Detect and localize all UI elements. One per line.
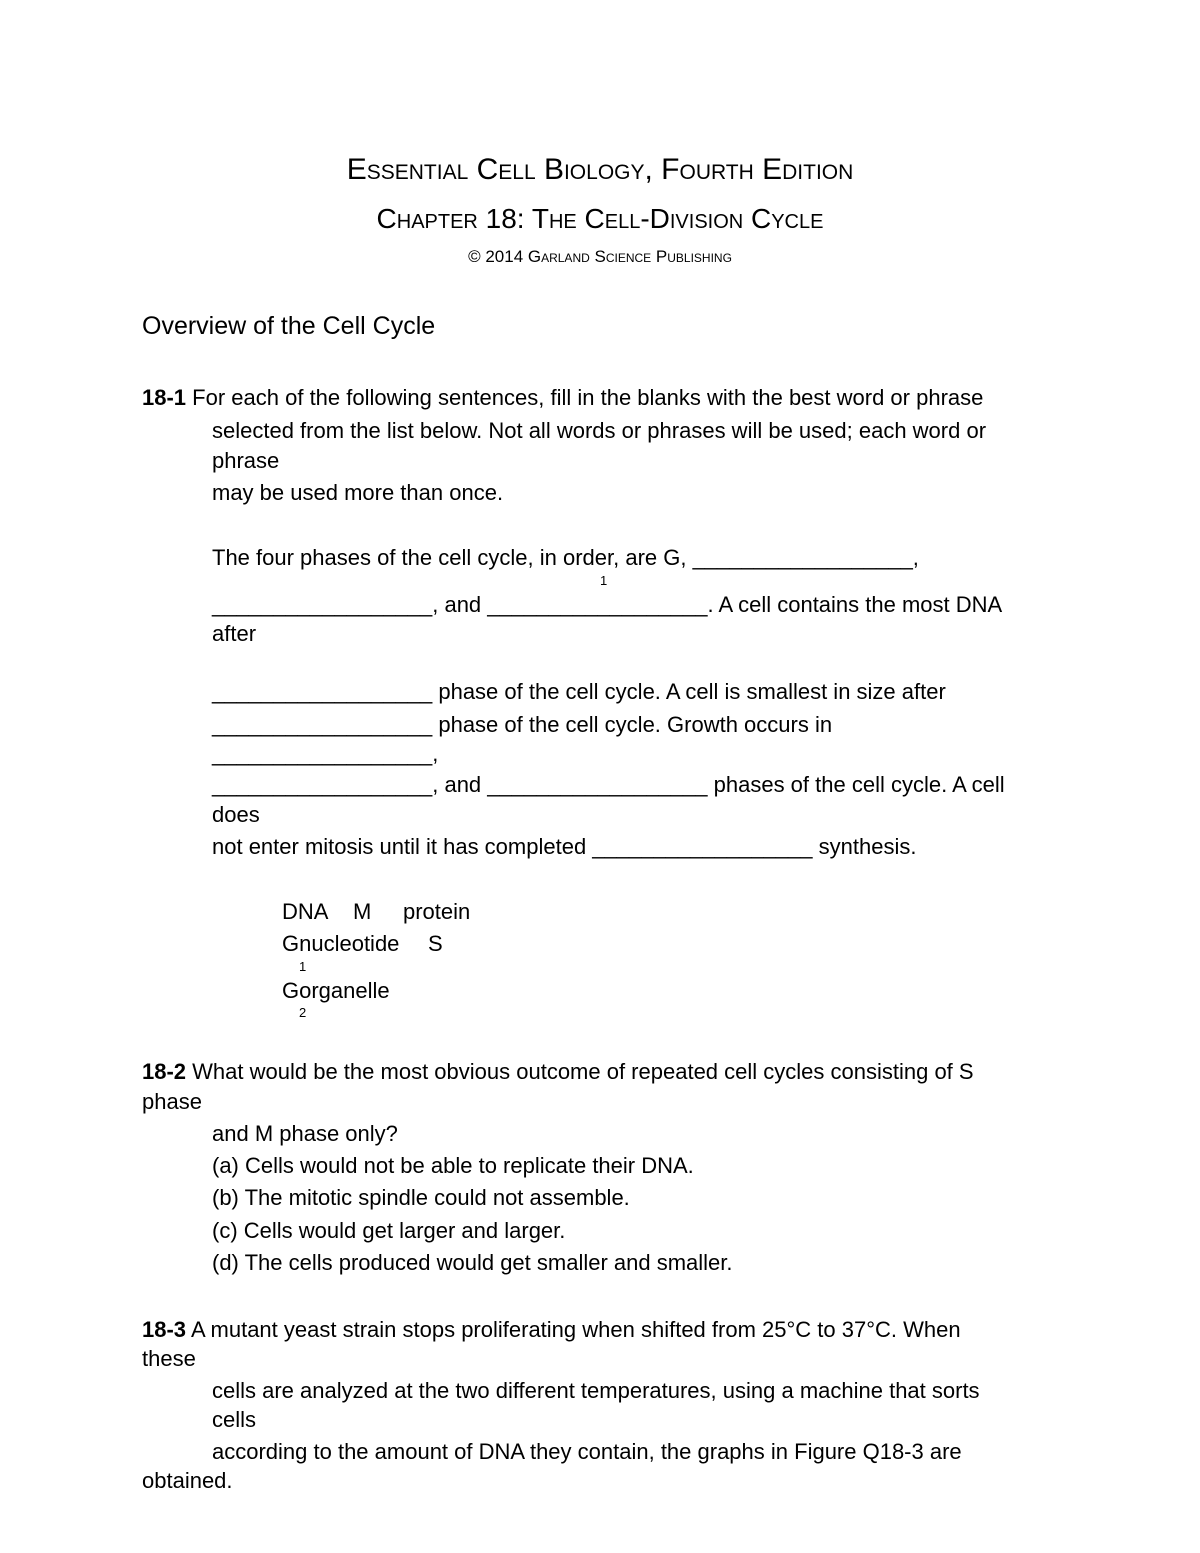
fill-blank-line: does — [212, 802, 260, 827]
word-list-item: Gnucleotide — [282, 931, 400, 956]
question-18-2 — [142, 1059, 974, 1085]
fill-blank-line: not enter mitosis until it has completed __________________ synthesis. — [212, 834, 917, 859]
answer-option: (a) Cells would not be able to replicate their DNA. — [212, 1153, 694, 1178]
word-list-item: DNA — [282, 899, 329, 924]
word-list-item: protein — [403, 899, 471, 924]
question-text: and M phase only? — [212, 1121, 398, 1146]
fill-blank-line: __________________, and __________________ phases of the cell cycle. A cell — [212, 772, 1005, 797]
fill-blank-line: __________________, and __________________. A cell contains the most DNA — [212, 592, 1003, 617]
answer-option: (c) Cells would get larger and larger. — [212, 1218, 566, 1243]
section-heading: Overview of the Cell Cycle — [142, 312, 436, 340]
fill-blank-line: The four phases of the cell cycle, in order, are G, __________________, — [212, 545, 919, 570]
question-text: A mutant yeast strain stops proliferating when shifted from 25°C to 37°C. When — [190, 1317, 961, 1342]
question-text: cells are analyzed at the two different temperatures, using a machine that sorts — [212, 1378, 980, 1403]
question-text: What would be the most obvious outcome of repeated cell cycles consisting of S — [192, 1059, 974, 1084]
question-number: 18-2 — [142, 1059, 187, 1084]
question-18-3 — [142, 1317, 961, 1343]
question-number: 18-1 — [142, 385, 187, 410]
fill-blank-line: __________________ phase of the cell cycle. Growth occurs in — [212, 712, 833, 737]
question-number: 18-3 — [142, 1317, 187, 1342]
question-text: phrase — [212, 448, 280, 473]
chapter-title: Chapter 18: The Cell-Division Cycle — [376, 203, 824, 234]
question-text: phase — [142, 1089, 202, 1114]
fill-blank-line: __________________ phase of the cell cycle. A cell is smallest in size after — [212, 679, 946, 704]
question-text: selected from the list below. Not all words or phrases will be used; each word or — [212, 418, 987, 443]
question-text: For each of the following sentences, fill in the blanks with the best word or phrase — [192, 385, 984, 410]
question-text: may be used more than once. — [212, 480, 504, 505]
subscript: 1 — [299, 959, 307, 974]
answer-option: (d) The cells produced would get smaller and smaller. — [212, 1250, 733, 1275]
fill-blank-line: __________________, — [212, 741, 439, 766]
question-text: obtained. — [142, 1468, 233, 1493]
question-text: cells — [212, 1407, 257, 1432]
book-title: Essential Cell Biology, Fourth Edition — [346, 153, 854, 186]
question-18-1 — [142, 385, 983, 411]
word-list-item: M — [353, 899, 372, 924]
answer-option: (b) The mitotic spindle could not assemble. — [212, 1185, 630, 1210]
question-text: according to the amount of DNA they contain, the graphs in Figure Q18-3 are — [212, 1439, 962, 1464]
copyright-line: © 2014 Garland Science Publishing — [468, 247, 732, 266]
word-list-item: S — [428, 931, 443, 956]
question-text: these — [142, 1346, 196, 1371]
word-list-item: Gorganelle — [282, 978, 390, 1003]
subscript: 2 — [299, 1005, 307, 1020]
fill-blank-line: after — [212, 621, 257, 646]
subscript: 1 — [600, 573, 608, 588]
